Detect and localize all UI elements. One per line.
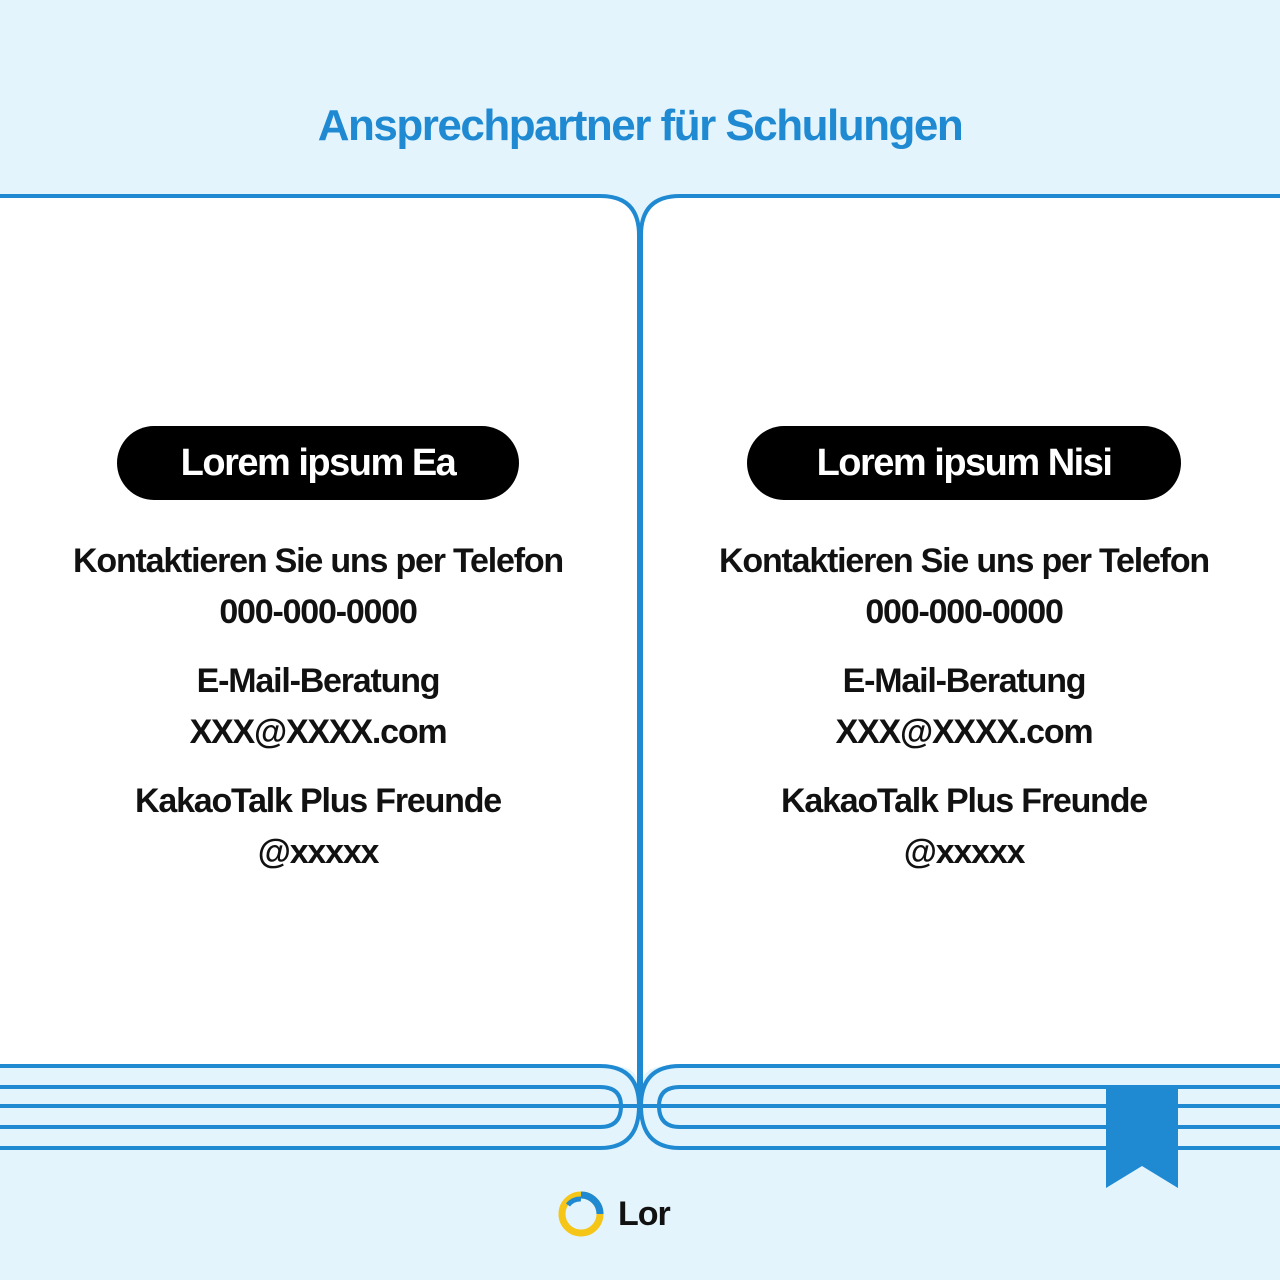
kakao-handle: @xxxxx bbox=[903, 833, 1025, 871]
phone-number: 000-000-0000 bbox=[219, 593, 417, 631]
kakao-handle: @xxxxx bbox=[257, 833, 379, 871]
email-block bbox=[654, 656, 1274, 758]
page-title: Ansprechpartner für Schulungen bbox=[317, 101, 963, 150]
kakao-block bbox=[8, 776, 628, 878]
phone-label: Kontaktieren Sie uns per Telefon bbox=[73, 542, 563, 580]
kakao-label: KakaoTalk Plus Freunde bbox=[135, 782, 501, 820]
phone-block bbox=[8, 536, 628, 638]
logo-icon bbox=[556, 1189, 606, 1239]
email-address: XXX@XXXX.com bbox=[835, 713, 1093, 751]
contact-panel-left bbox=[8, 426, 628, 896]
contact-name-pill: Lorem ipsum Ea bbox=[117, 426, 519, 500]
kakao-label: KakaoTalk Plus Freunde bbox=[781, 782, 1147, 820]
phone-label: Kontaktieren Sie uns per Telefon bbox=[719, 542, 1209, 580]
kakao-block bbox=[654, 776, 1274, 878]
bookmark-icon bbox=[1106, 1088, 1178, 1188]
email-address: XXX@XXXX.com bbox=[189, 713, 447, 751]
contact-name-pill: Lorem ipsum Nisi bbox=[747, 426, 1181, 500]
email-label: E-Mail-Beratung bbox=[196, 662, 440, 700]
email-block bbox=[8, 656, 628, 758]
phone-block bbox=[654, 536, 1274, 638]
email-label: E-Mail-Beratung bbox=[842, 662, 1086, 700]
brand-logo bbox=[556, 1186, 670, 1242]
brand-name: Lor bbox=[618, 1194, 670, 1233]
contact-panel-right bbox=[654, 426, 1274, 896]
phone-number: 000-000-0000 bbox=[865, 593, 1063, 631]
